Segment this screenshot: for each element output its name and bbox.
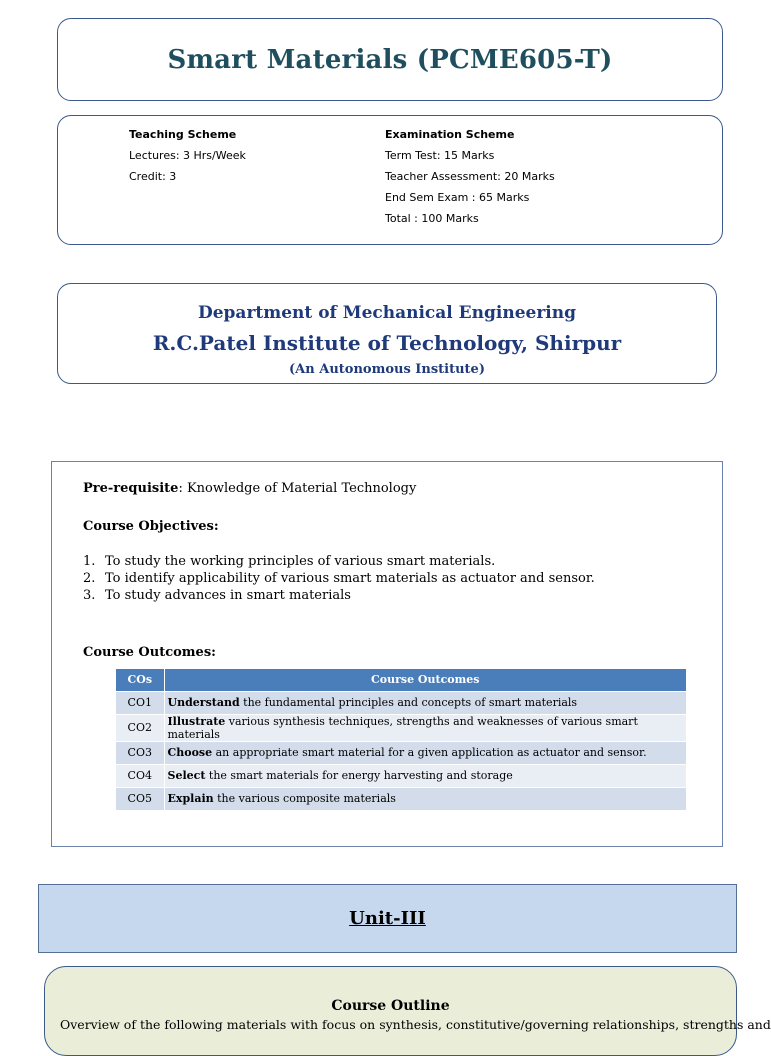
- column-header-cos: COs: [116, 669, 164, 691]
- table-row: [116, 714, 687, 741]
- course-outline-box: [44, 966, 771, 1056]
- course-outline-text: Overview of the following materials with focus on synthesis, constitutive/governing relationships, strengths and: [60, 1017, 771, 1032]
- table-row: [116, 741, 687, 764]
- department-box: [57, 283, 717, 384]
- term-test-text: Term Test: 15 Marks: [385, 149, 495, 162]
- co-text: Select the smart materials for energy harvesting and storage: [164, 764, 687, 787]
- course-outcomes-table: [116, 669, 687, 810]
- table-row: [116, 691, 687, 714]
- list-item: 3. To study advances in smart materials: [83, 588, 351, 603]
- list-item: 2. To identify applicability of various smart materials as actuator and sensor.: [83, 571, 595, 586]
- prerequisite-label: Pre-requisite: [83, 481, 179, 496]
- unit-title: Unit-III: [349, 908, 426, 929]
- objectives-list: [83, 553, 595, 604]
- objectives-heading: Course Objectives:: [83, 519, 219, 534]
- total-marks-text: Total : 100 Marks: [385, 212, 479, 225]
- institute-status: (An Autonomous Institute): [289, 362, 485, 377]
- prerequisite: [83, 481, 416, 496]
- co-id: CO4: [116, 764, 164, 787]
- credit-text: Credit: 3: [129, 170, 177, 183]
- course-title-box: [57, 18, 723, 101]
- co-id: CO3: [116, 741, 164, 764]
- course-details-box: [51, 461, 723, 847]
- table-header-row: [116, 669, 687, 691]
- teaching-scheme-heading: Teaching Scheme: [129, 128, 237, 141]
- teacher-assessment-text: Teacher Assessment: 20 Marks: [385, 170, 555, 183]
- table-row: [116, 764, 687, 787]
- co-id: CO1: [116, 691, 164, 714]
- co-id: CO2: [116, 714, 164, 741]
- examination-scheme-heading: Examination Scheme: [385, 128, 515, 141]
- institute-name: R.C.Patel Institute of Technology, Shirpur: [152, 331, 622, 355]
- outcomes-heading: Course Outcomes:: [83, 645, 216, 660]
- course-outline-heading: Course Outline: [331, 998, 450, 1014]
- co-text: Choose an appropriate smart material for a given application as actuator and sensor.: [164, 741, 687, 764]
- course-title: Smart Materials (PCME605-T): [167, 44, 613, 75]
- lectures-text: Lectures: 3 Hrs/Week: [129, 149, 246, 162]
- co-id: CO5: [116, 787, 164, 810]
- examination-scheme: [385, 124, 555, 229]
- prerequisite-text: : Knowledge of Material Technology: [178, 481, 417, 496]
- column-header-outcomes: Course Outcomes: [164, 669, 687, 691]
- scheme-box: [57, 115, 723, 245]
- list-item: 1. To study the working principles of various smart materials.: [83, 554, 496, 569]
- co-text: Explain the various composite materials: [164, 787, 687, 810]
- teaching-scheme: [129, 124, 246, 187]
- co-text: Illustrate various synthesis techniques, strengths and weaknesses of various smart materials: [164, 714, 687, 741]
- unit-banner: [38, 884, 737, 953]
- department-name: Department of Mechanical Engineering: [197, 303, 576, 323]
- table-row: [116, 787, 687, 810]
- co-text: Understand the fundamental principles and concepts of smart materials: [164, 691, 687, 714]
- end-sem-text: End Sem Exam : 65 Marks: [385, 191, 530, 204]
